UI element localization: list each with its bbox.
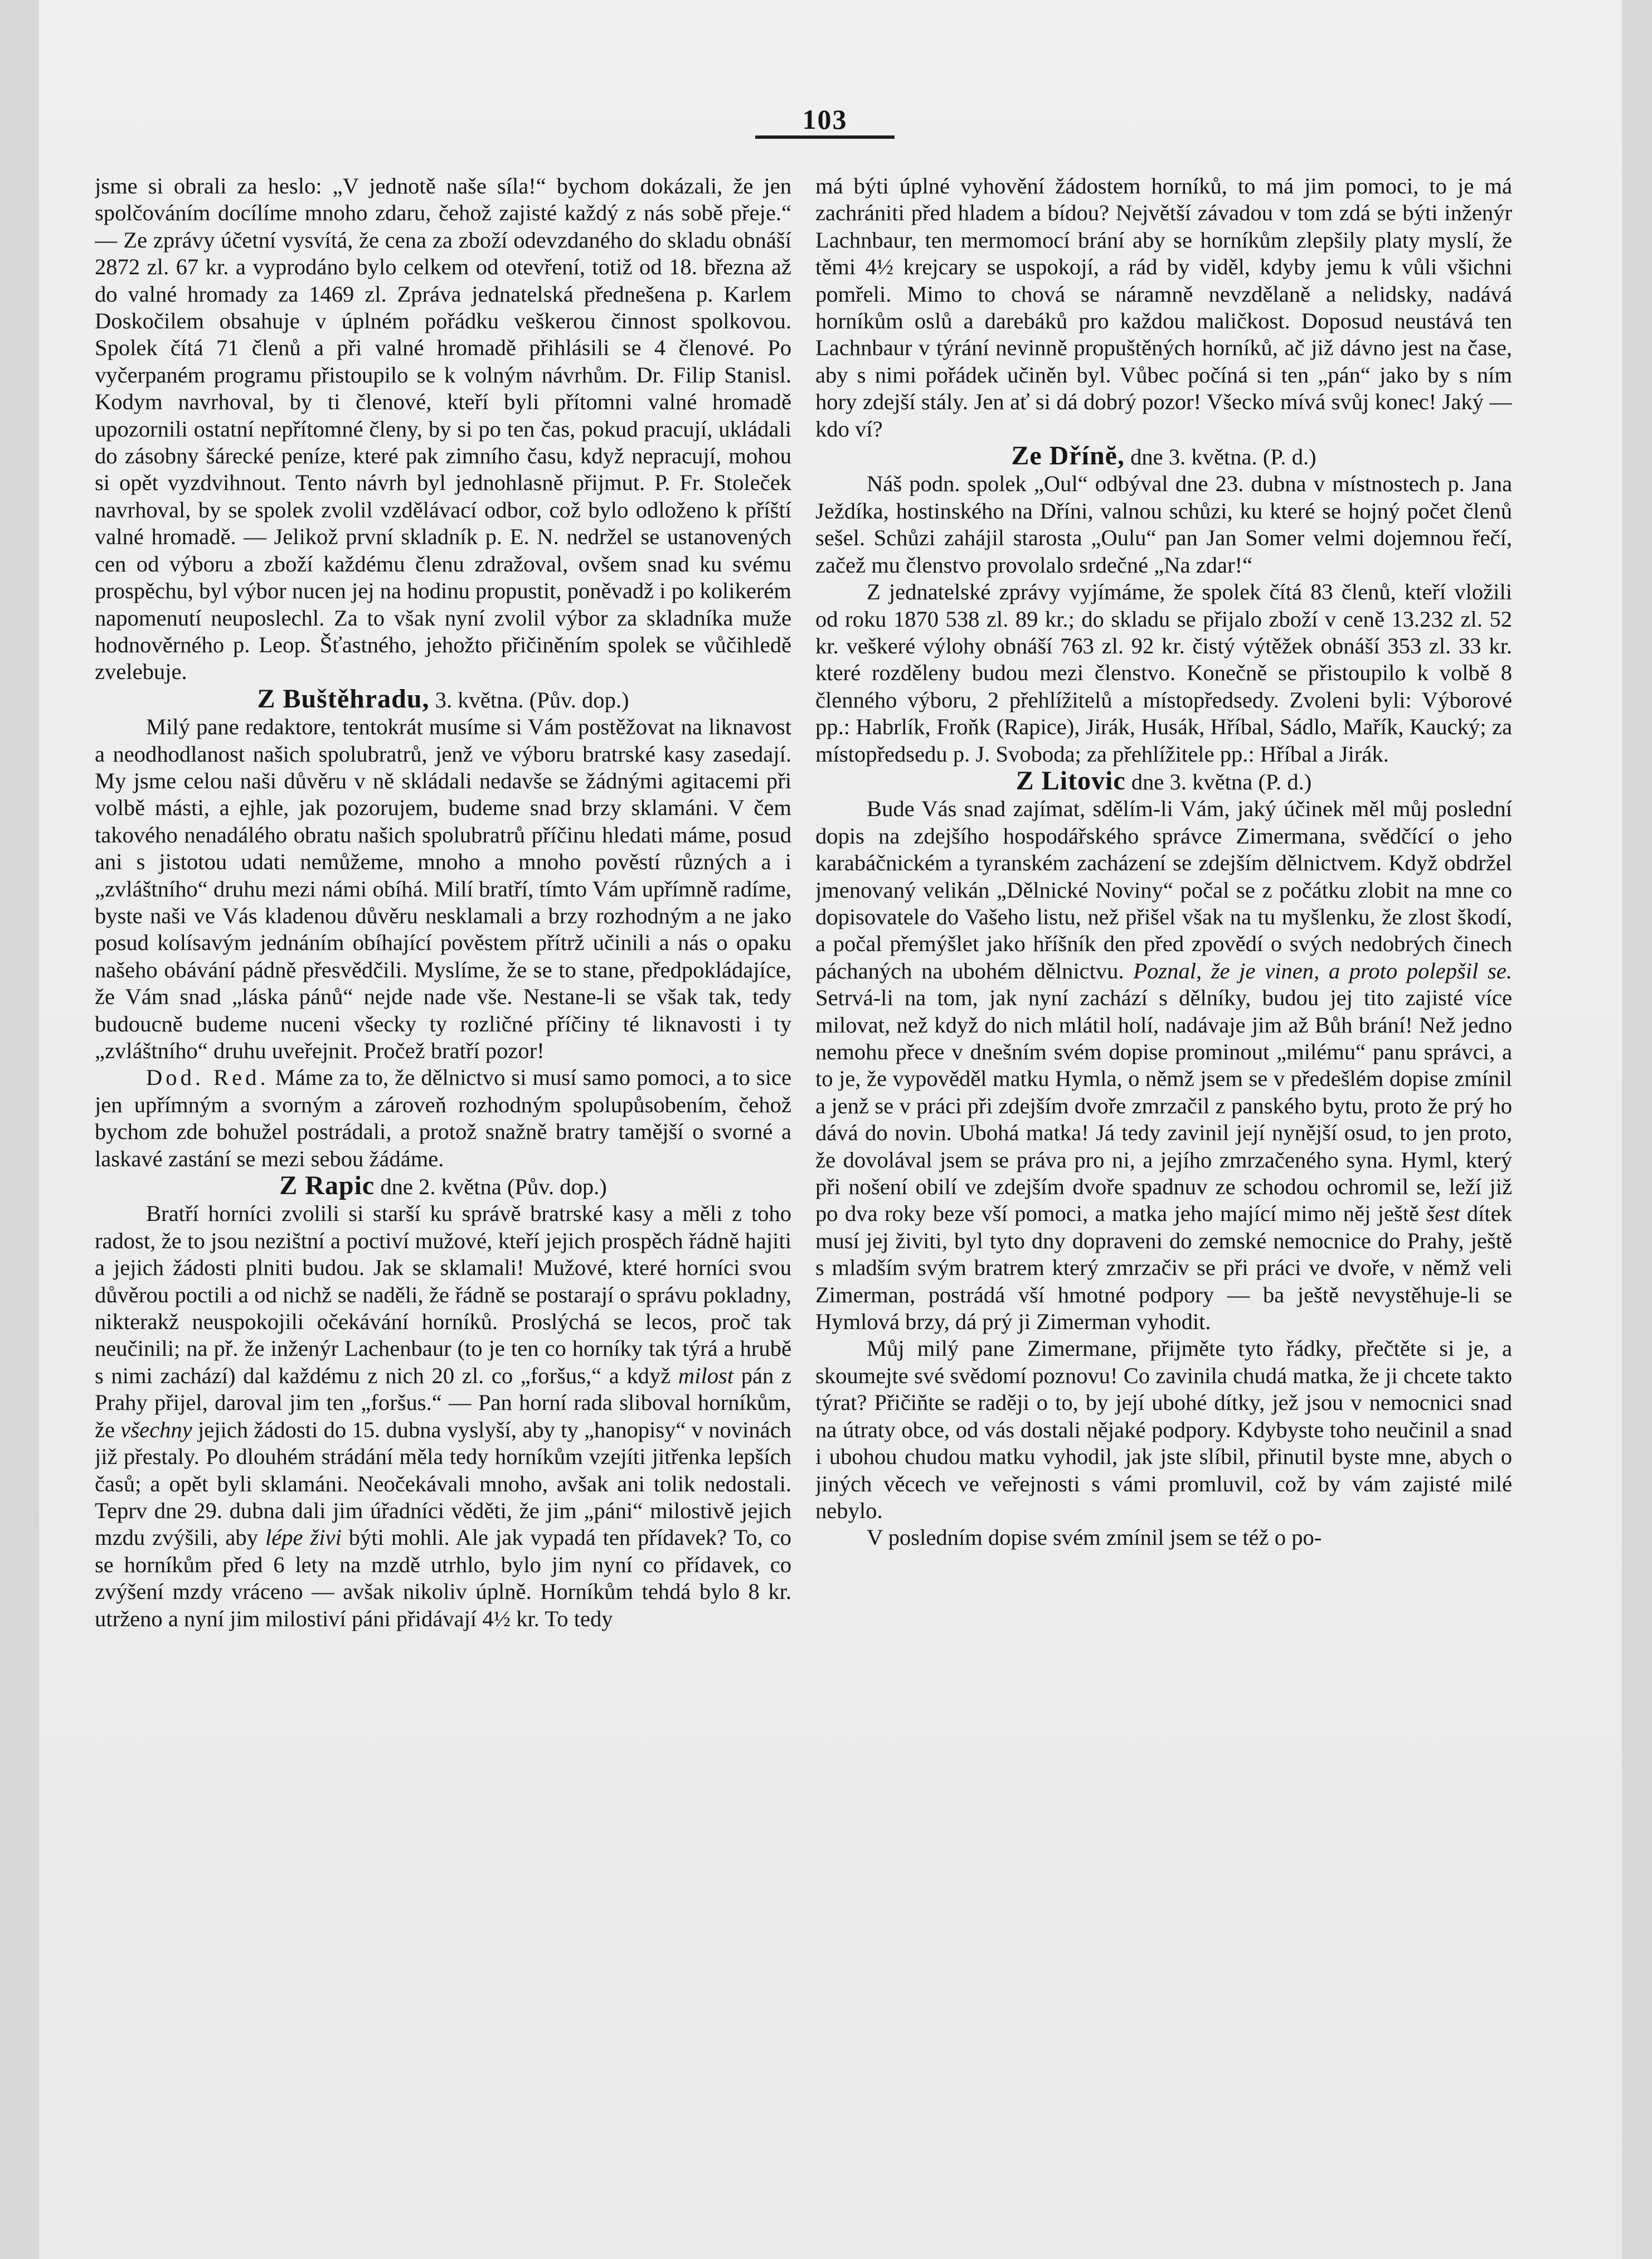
- left-column: [95, 173, 791, 2191]
- heading-rapice: [95, 1172, 791, 1200]
- heading-drin: [815, 443, 1512, 471]
- article-text: býti mohli. Ale jak vypadá ten přídavek? To, co se horníkům před 6 lety na mzdě utrhlo, bylo jim nyní co přídavek, co zvýšení mzdy vráceno — avšak nikoliv úplně. Horníkům tehdá bylo 8 kr. utrženo a nyní jim milostiví páni přidávají 4½ kr. To tedy: [95, 1525, 791, 1631]
- page-number: 103: [802, 104, 848, 135]
- editor-note-text: Máme za to, že dělnictvo si musí samo pomoci, a to sice jen upřímným a svorným a zároveň rozhodným spolupůsobením, čehož bychom zde bohužel postrádali, a protož snažně bratry tamější o svorné a laskavé zastání se mezi sebou žádáme.: [95, 1065, 791, 1171]
- article-rapice: [95, 1200, 791, 1632]
- article-rapice-continued: má býti úplné vyhovění žádostem horníků, to má jim pomoci, to je má zachrániti před hladem a bídou? Největší závadou v tom zdá se býti inženýr Lachnbaur, ten mermomocí brání aby se horníkům zlepšily platy myslí, že těmi 4½ krejcary se uspokojí, a rád by viděl, kdyby jemu k vůli všichni pomřeli. Mimo to chová se náramně nevzdělaně a nelidsky, nadává horníkům oslů a darebáků pro každou maličkost. Doposud neustává ten Lachnbaur v týrání nevinně propuštěných horníků, ač již dávno jest na čase, aby s nimi pořádek učiněn byl. Vůbec počíná si ten „pán“ jako by s ním hory zdejší stály. Jen ať si dá dobrý pozor! Všecko mívá svůj konec! Jaký — kdo ví?: [815, 173, 1512, 442]
- article-continuation: jsme si obrali za heslo: „V jednotě naše síla!“ bychom dokázali, že jen spolčováním docílíme mnoho zdaru, čehož zajisté každý z nás sobě přeje.“ — Ze zprávy účetní vysvítá, že cena za zboží odevzdaného do skladu obnáší 2872 zl. 67 kr. a vyprodáno bylo celkem od otevření, totiž od 18. března až do valné hromady za 1469 zl. Zpráva jednatelská přednešena p. Karlem Doskočilem obsahuje v úplném pořádku veškerou činnost spolkovou. Spolek čítá 71 členů a při valné hromadě přihlásili se 4 členové. Po vyčerpaném programu přistoupilo se k volným návrhům. Dr. Filip Stanisl. Kodym navrhoval, by ti členové, kteří byli přítomni valné hromadě upozornili ostatní nepřítomné členy, by si po ten čas, pokud pracují, ukládali do zásobny šárecké peníze, které pak zimního času, když nepracují, mohou si opět vyzdvihnout. Tento návrh byl jednohlasně přijmut. P. Fr. Stoleček navrhoval, by se spolek zvolil vzdělávací odbor, což bylo odloženo k příští valné hromadě. — Jelikož první skladník p. E. N. nedržel se ustanovených cen od výboru a zboží každému členu zdražoval, ovšem snad ku svému prospěchu, byl výbor nucen jej na hodinu propustit, poněvadž i po kolikerém napomenutí neuposlechl. Za to však nyní zvolil výbor za skladníka muže hodnověrného p. Leop. Šťastného, jehožto přičiněním spolek se vůčihledě zvelebuje.: [95, 173, 791, 685]
- article-text: dítek musí jej živiti, byl tyto dny dopraveni do zemské nemocnice do Prahy, ještě s mladším svým bratrem který zmrzačiv se při práci ve dvoře, v němž veli Zimerman, postrádá vší hmotné podpory — ba ještě nevystěhuje-li se Hymlová brzy, dá prý ji Zimerman vyhodit.: [815, 1201, 1512, 1335]
- article-text: pán z Prahy přijel, daroval jim ten „foršus.“ — Pan horní rada sliboval horníkům, že: [95, 1363, 791, 1442]
- editor-note-lead: Dod. Red.: [146, 1065, 269, 1090]
- heading-litovice: [815, 765, 1512, 796]
- article-drin-report: Z jednatelské zprávy vyjímáme, že spolek čítá 83 členů, kteří vložili od roku 1870 538 zl. 89 kr.; do skladu se přijalo zboží v ceně 13.232 zl. 52 kr. veškeré výlohy obnáší 763 zl. 92 kr. čistý výtěžek obnáší 353 zl. 33 kr. které rozděleny budou mezi členstvo. Konečně se přistoupilo k volbě 8 členného výboru, 2 přehlížitelů a místopředsedy. Zvoleni byli: Výborové pp.: Habrlík, Froňk (Rapice), Jirák, Husák, Hříbal, Sádlo, Mařík, Kaucký; za místopředsedu p. J. Svoboda; za přehlížitele pp.: Hříbal a Jirák.: [815, 579, 1512, 767]
- header-rule: [755, 135, 895, 139]
- heading-place: Ze Dřínĕ,: [1011, 441, 1125, 471]
- article-text: Bude Vás snad zajímat, sdělím-li Vám, jaký účinek měl můj poslední dopis na zdejšího hospodářského správce Zimermana, svědčící o jeho karabáčnickém a tyranském zacházení se zdejším dělnictvem. Když obdržel jmenovaný velikán „Dělnické Noviny“ počal se z počátku zlobit na mne co dopisovatele do Vašeho listu, než přišel však na tu myšlenku, že zlost škodí, a počal přemýšlet jako hříšník den před zpovědí o svých nedobrých činech páchaných na ubohém dělnictvu.: [815, 796, 1512, 983]
- editor-note: [95, 1064, 791, 1172]
- article-litovice-appeal: Můj milý pane Zimermane, přijměte tyto řádky, přečtěte si je, a skoumejte své svědomí poznovu! Co zavinila chudá matka, že ji chcete takto týrat? Přičiňte se raději o to, by její ubohé dítky, jež jsou v nemocnici snad na útraty obce, od vás dostali nějaké podpory. Kdybyste toho neučinil a snad i ubohou chudou matku vyhodil, jak jste slíbil, přinutil byste mne, abych o jiných věcech ve veřejnosti s vámi promluvil, což by vám zajisté milé nebylo.: [815, 1336, 1512, 1523]
- article-litovice-last: V posledním dopise svém zmínil jsem se též o po-: [867, 1525, 1322, 1550]
- right-column: [815, 173, 1512, 2191]
- newspaper-page: [39, 0, 1622, 2259]
- heading-place: Z Litovic: [1016, 765, 1126, 796]
- article-text: Setrvá-li na tom, jak nyní zachází s dělníky, budou jej tito zajisté více milovat, než když do nich mlátil holí, nadávaje jim až Bůh brání! Než jedno nemohu přece v dnešním svém dopise prominout „milému“ panu správci, a to je, že vypověděl matku Hymla, o němž jsem se v předešlém dopise zmínil a jenž se v práci při zdejším dvoře zmrzačil z panského bytu, proto že prý ho dává do novin. Ubohá matka! Já tedy zavinil její nynější osud, to jen proto, že dovolával jsem se práva pro ni, a jejího zmrzačeného syna. Hyml, který při nošení obilí ve zdejším dvoře spadnuv ze schodou ochromil se, leží již po dva roky beze vší pomoci, a matka jeho mající mimo něj ještě: [815, 985, 1512, 1227]
- article-bustehrad: Milý pane redaktore, tentokrát musíme si Vám postěžovat na liknavost a neodhodlanost našich spolubratrů, jenž ve výboru bratrské kasy zasedají. My jsme celou naši důvěru v ně skládali nedavše se žádnými agitacemi při volbě másti, a ejhle, jak pozorujem, budeme snad brzy sklamáni. V čem takového nenadálého obratu našich spolubratrů příčinu hledati máme, posud ani s jistotou udati nemůžeme, mnoho a mnoho pověstí různých a i „zvláštního“ druhu mezi námi obíhá. Milí bratří, tímto Vám upřímně radíme, byste naši ve Vás kladenou důvěru nesklamali a brzy rozhodným a ne jako posud kolísavým jednáním obíhající pověstem přítrž učinili a nás o opaku našeho obávání pádně přesvědčili. Myslíme, že se to stane, předpokládajíce, že Vám snad „láska pánů“ nejde nade vše. Nestane-li se však tak, tedy budoucně budeme nuceni všecky ty rozličné příčiny té liknavosti i ty „zvláštního“ druhu uveřejnit. Pročež bratří pozor!: [95, 714, 791, 1063]
- heading-date: 3. května. (Pův. dop.): [429, 687, 629, 712]
- article-emphasis: lépe živi: [265, 1525, 342, 1550]
- article-text: jejich žádosti do 15. dubna vyslyší, aby ty „hanopisy“ v novinách již přestaly. Po dlouhém strádání měla tedy horníkům vzejíti jitřenka lepších časů; a opět byli sklamáni. Neočekávali mnoho, avšak ani tolik nedostali. Teprv dne 29. dubna dali jim úřadníci věděti, že jim „páni“ milostivě jejich mzdu zvýšili, aby: [95, 1417, 791, 1550]
- article-litovice: [815, 796, 1512, 1335]
- heading-date: dne 2. května (Pův. dop.): [375, 1174, 607, 1200]
- heading-place: Z Buštěhradu,: [257, 683, 430, 714]
- heading-date: dne 3. května. (P. d.): [1124, 444, 1316, 470]
- heading-bustehrad: [95, 683, 791, 714]
- article-emphasis: Poznal, že je vinen, a proto polepšil se.: [1133, 958, 1512, 983]
- heading-date: dne 3. května (P. d.): [1125, 769, 1312, 794]
- article-text: Bratří horníci zvolili si starší ku správě bratrské kasy a měli z toho radost, že to jsou nezištní a poctiví mužové, kteří jejich prospěch řádně hajiti a jejich žádosti plniti budou. Jak se sklamali! Mužové, které horníci svou důvěrou poctili a od nichž se naděli, že řádně se postarají o správu pokladny, nikterakž neuspokojili očekávání horníků. Proslýchá se lecos, proč tak neučinili; na př. že inženýr Lachenbaur (to je ten co horníky tak týrá a hrubě s nimi zachází) dal každému z nich 20 zl. co „foršus,“ a když: [95, 1201, 791, 1388]
- article-drin: Náš podn. spolek „Oul“ odbýval dne 23. dubna v místnostech p. Jana Ježdíka, hostinského na Dříni, valnou schůzi, ku které se hojný počet členů sešel. Schůzi zahájil starosta „Oulu“ pan Jan Somer velmi dojemnou řečí, začež mu členstvo provolalo srdečné „Na zdar!“: [815, 471, 1512, 578]
- article-emphasis: milost: [678, 1363, 734, 1388]
- article-emphasis: všechny: [120, 1417, 192, 1442]
- article-emphasis: šest: [1426, 1201, 1460, 1227]
- heading-place: Z Rapic: [279, 1171, 375, 1201]
